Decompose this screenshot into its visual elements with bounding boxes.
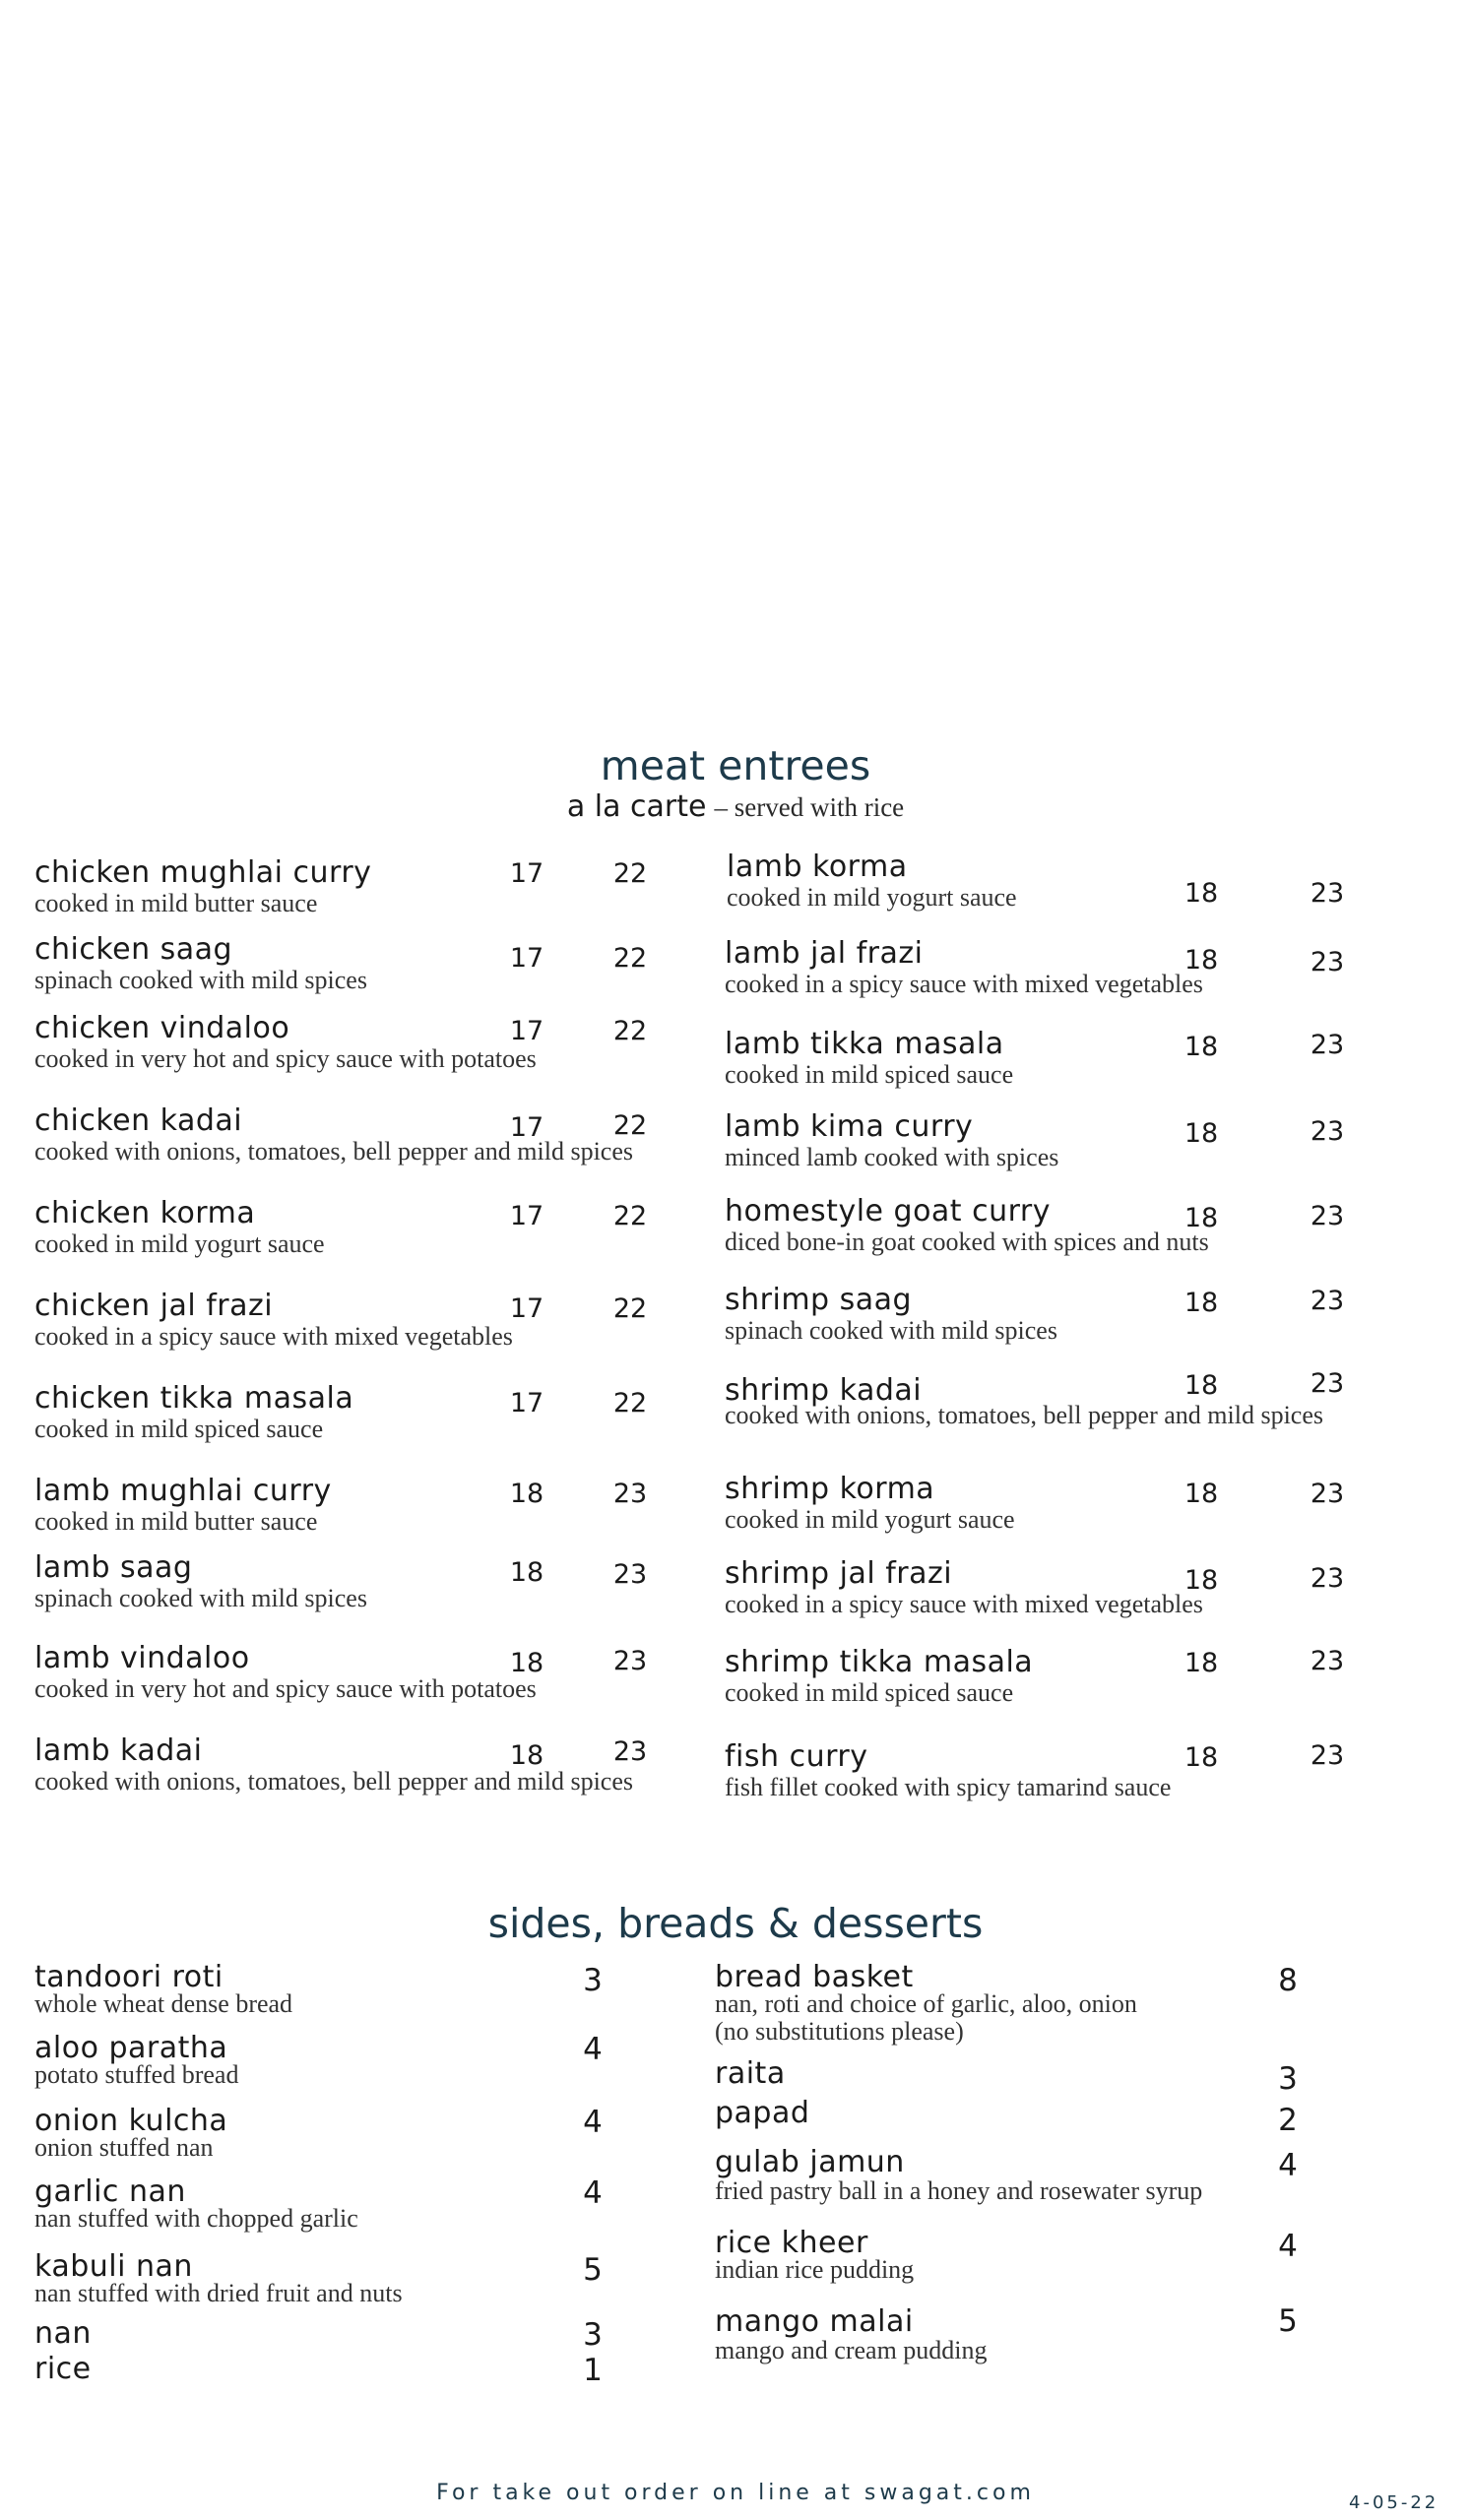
menu-item: chicken jal frazi cooked in a spicy sauce with mixed vegetables: [34, 1289, 513, 1351]
menu-item: shrimp saag spinach cooked with mild spices: [725, 1283, 1057, 1345]
price-thali: 23: [1310, 1740, 1345, 1771]
menu-item: gulab jamun fried pastry ball in a honey and rosewater syrup: [715, 2145, 1203, 2205]
price-thali: 23: [1310, 1201, 1345, 1231]
price-thali: 23: [612, 1559, 648, 1590]
price: 4: [583, 2105, 603, 2140]
price: 4: [583, 2032, 603, 2067]
menu-item: lamb saag spinach cooked with mild spices: [34, 1550, 367, 1612]
price-thali: 22: [612, 1388, 648, 1418]
price-thali: 23: [1310, 947, 1345, 977]
menu-item: raita: [715, 2056, 786, 2091]
price: 3: [1278, 2061, 1298, 2097]
menu-item: onion kulcha onion stuffed nan: [34, 2104, 228, 2162]
footer-takeout-note: For take out order on line at swagat.com: [436, 2481, 1035, 2505]
price-alacarte: 18: [509, 1479, 544, 1509]
price-thali: 23: [1310, 1030, 1345, 1060]
price: 3: [583, 1963, 603, 1998]
menu-item: homestyle goat curry diced bone-in goat cooked with spices and nuts: [725, 1194, 1209, 1256]
meat-section-title: meat entrees: [600, 742, 871, 789]
price-alacarte: 17: [509, 1016, 544, 1046]
menu-item: nan: [34, 2316, 92, 2351]
price-alacarte: 17: [509, 1388, 544, 1418]
meat-subtitle: [0, 789, 1471, 825]
price-thali: 23: [1310, 1368, 1345, 1399]
price-alacarte: 18: [1183, 1370, 1219, 1401]
menu-item: tandoori roti whole wheat dense bread: [34, 1960, 293, 2018]
price-alacarte: 18: [1183, 945, 1219, 976]
menu-item: lamb jal frazi cooked in a spicy sauce with mixed vegetables: [725, 936, 1203, 998]
menu-item: lamb mughlai curry cooked in mild butter sauce: [34, 1474, 332, 1536]
price-alacarte: 18: [1183, 1203, 1219, 1233]
menu-item: lamb tikka masala cooked in mild spiced sauce: [725, 1027, 1014, 1089]
menu-item: shrimp kadai cooked with onions, tomatoes, bell pepper and mild spices: [725, 1373, 1323, 1429]
menu-item: chicken korma cooked in mild yogurt sauce: [34, 1196, 325, 1258]
menu-item: chicken saag spinach cooked with mild spices: [34, 932, 367, 994]
price-alacarte: 18: [509, 1648, 544, 1678]
price-thali: 22: [612, 1016, 648, 1046]
price: 8: [1278, 1963, 1298, 1998]
menu-item: bread basket nan, roti and choice of garlic, aloo, onion (no substitutions please): [715, 1960, 1137, 2046]
price-thali: 23: [612, 1479, 648, 1509]
price-alacarte: 18: [1183, 1032, 1219, 1062]
price-alacarte: 17: [509, 1112, 544, 1143]
price-thali: 23: [1310, 878, 1345, 909]
price-alacarte: 18: [1183, 1565, 1219, 1596]
price: 2: [1278, 2103, 1298, 2138]
menu-item: shrimp jal frazi cooked in a spicy sauce with mixed vegetables: [725, 1556, 1203, 1618]
menu-item: papad: [715, 2096, 810, 2130]
price-alacarte: 17: [509, 858, 544, 889]
menu-item: kabuli nan nan stuffed with dried fruit and nuts: [34, 2249, 403, 2307]
price-alacarte: 17: [509, 943, 544, 974]
price-thali: 23: [1310, 1286, 1345, 1316]
price-alacarte: 18: [1183, 1288, 1219, 1318]
price: 5: [583, 2252, 603, 2288]
menu-item: chicken kadai cooked with onions, tomatoes, bell pepper and mild spices: [34, 1103, 633, 1166]
price-thali: 22: [612, 1293, 648, 1324]
menu-item: shrimp korma cooked in mild yogurt sauce: [725, 1472, 1015, 1534]
price-alacarte: 18: [1183, 1479, 1219, 1509]
price-alacarte: 17: [509, 1201, 544, 1231]
menu-item: shrimp tikka masala cooked in mild spiced sauce: [725, 1645, 1034, 1707]
menu-item: lamb korma cooked in mild yogurt sauce: [727, 850, 1017, 912]
menu-item: lamb kadai cooked with onions, tomatoes, bell pepper and mild spices: [34, 1733, 633, 1796]
price-thali: 23: [612, 1736, 648, 1767]
menu-item: rice: [34, 2352, 92, 2386]
price-thali: 22: [612, 943, 648, 974]
price: 1: [583, 2353, 603, 2388]
price: 5: [1278, 2303, 1298, 2339]
menu-item: lamb vindaloo cooked in very hot and spicy sauce with potatoes: [34, 1641, 537, 1703]
price-thali: 23: [1310, 1646, 1345, 1676]
price-alacarte: 18: [509, 1740, 544, 1771]
price: 4: [583, 2175, 603, 2211]
price-thali: 23: [1310, 1116, 1345, 1147]
price: 4: [1278, 2148, 1298, 2183]
price-thali: 23: [1310, 1479, 1345, 1509]
menu-date: 4-05-22: [1349, 2492, 1439, 2513]
menu-item: aloo paratha potato stuffed bread: [34, 2031, 239, 2089]
menu-item: chicken tikka masala cooked in mild spiced sauce: [34, 1381, 354, 1443]
menu-item: mango malai mango and cream pudding: [715, 2304, 988, 2364]
menu-item: garlic nan nan stuffed with chopped garlic: [34, 2174, 358, 2233]
price-thali: 22: [612, 1201, 648, 1231]
menu-item: fish curry fish fillet cooked with spicy tamarind sauce: [725, 1739, 1172, 1801]
menu-item: chicken vindaloo cooked in very hot and spicy sauce with potatoes: [34, 1011, 537, 1073]
price-alacarte: 18: [1183, 878, 1219, 909]
price-alacarte: 18: [509, 1557, 544, 1588]
price-thali: 22: [612, 858, 648, 889]
price-thali: 23: [1310, 1563, 1345, 1594]
price-alacarte: 18: [1183, 1648, 1219, 1678]
meat-lead: a la carte: [566, 789, 707, 824]
sides-section-title: sides, breads & desserts: [487, 1900, 984, 1947]
menu-item: chicken mughlai curry cooked in mild butter sauce: [34, 855, 372, 917]
price-alacarte: 18: [1183, 1742, 1219, 1773]
meat-note: – served with rice: [714, 792, 905, 822]
menu-item: rice kheer indian rice pudding: [715, 2226, 915, 2284]
price-thali: 23: [612, 1646, 648, 1676]
price: 4: [1278, 2229, 1298, 2264]
price-alacarte: 18: [1183, 1118, 1219, 1149]
menu-item: lamb kima curry minced lamb cooked with spices: [725, 1109, 1059, 1171]
price: 3: [583, 2317, 603, 2353]
price-thali: 22: [612, 1110, 648, 1141]
price-alacarte: 17: [509, 1293, 544, 1324]
